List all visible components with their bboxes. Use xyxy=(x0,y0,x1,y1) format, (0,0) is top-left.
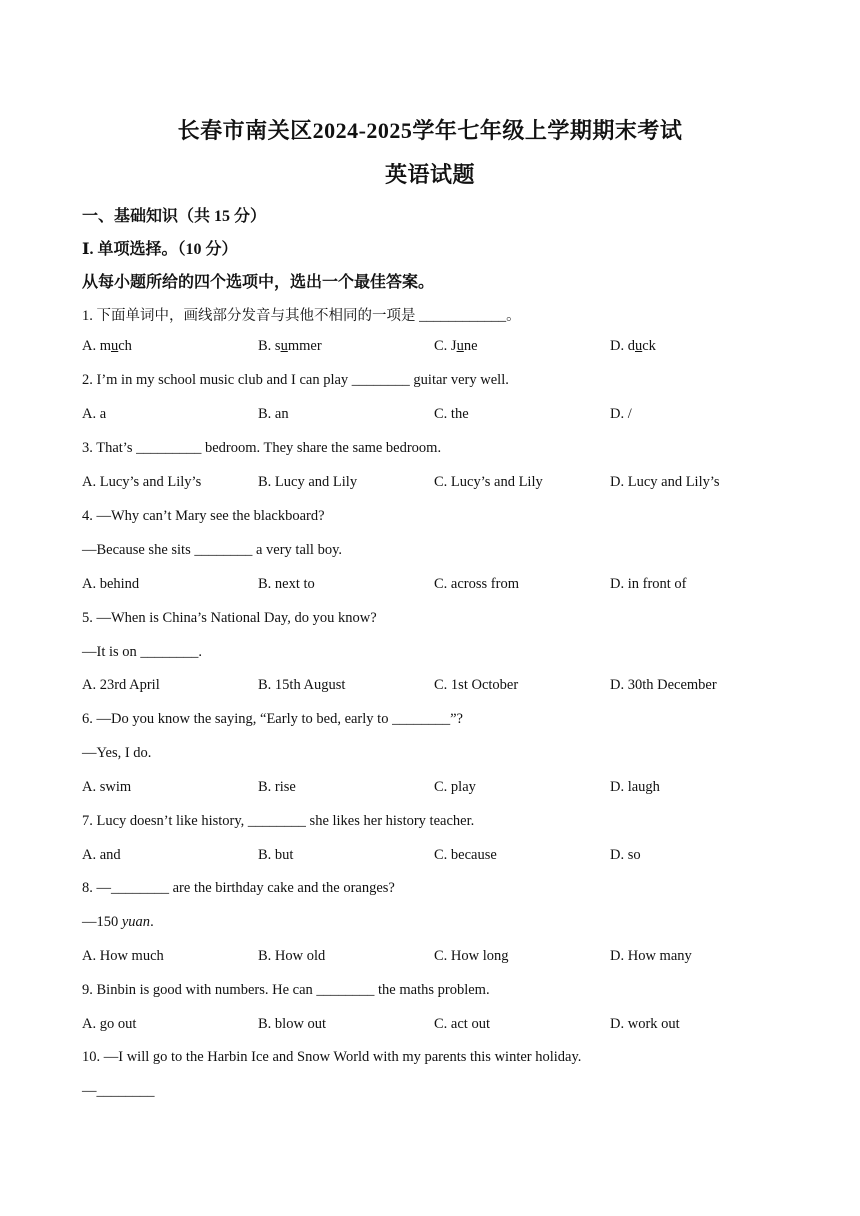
option-c: C. 1st October xyxy=(434,677,519,693)
option-c: C. play xyxy=(434,779,476,795)
option-a-prefix: A. m xyxy=(82,338,111,354)
question-10-stem: 10. —I will go to the Harbin Ice and Snow World with my parents this winter holiday. xyxy=(82,1049,582,1065)
option-b: B. rise xyxy=(258,779,296,795)
option-a-suffix: ch xyxy=(118,338,132,354)
option-b: B. 15th August xyxy=(258,677,346,693)
option-b: B. next to xyxy=(258,576,315,592)
option-c-prefix: C. J xyxy=(434,338,457,354)
option-c: C. across from xyxy=(434,576,519,592)
option-d: D. laugh xyxy=(610,779,660,795)
option-c: C. How long xyxy=(434,948,509,964)
question-8-options xyxy=(82,948,782,970)
question-7-options xyxy=(82,847,782,869)
question-2-options xyxy=(82,406,782,428)
question-5-stem: 5. —When is China’s National Day, do you know? xyxy=(82,610,377,626)
option-c-suffix: ne xyxy=(463,338,478,354)
question-5-line2: —It is on ________. xyxy=(82,644,203,660)
answer-suffix: . xyxy=(150,914,154,930)
part-heading: Ⅰ. 单项选择。（10 分） xyxy=(82,241,238,258)
option-a: A. behind xyxy=(82,576,140,592)
question-3-options xyxy=(82,474,782,496)
instruction: 从每小题所给的四个选项中，选出一个最佳答案。 xyxy=(82,274,435,291)
option-c-underlined: u xyxy=(456,338,464,354)
option-d: D. so xyxy=(610,847,641,863)
option-a: A. swim xyxy=(82,779,132,795)
option-c: C. the xyxy=(434,406,469,422)
question-3-stem: 3. That’s _________ bedroom. They share the same bedroom. xyxy=(82,440,442,456)
option-c: C. because xyxy=(434,847,497,863)
question-8-line2 xyxy=(82,914,154,931)
answer-prefix: —150 xyxy=(82,914,122,930)
option-a: A. Lucy’s and Lily’s xyxy=(82,474,202,490)
option-a: A. go out xyxy=(82,1016,137,1032)
option-d-underlined: u xyxy=(634,338,643,354)
option-d: D. / xyxy=(610,406,632,422)
question-9-options xyxy=(82,1016,782,1038)
option-c xyxy=(434,338,478,355)
option-b-prefix: B. s xyxy=(258,338,281,354)
question-6-stem: 6. —Do you know the saying, “Early to bed, early to ________”? xyxy=(82,711,463,727)
option-b-suffix: mmer xyxy=(287,338,322,354)
option-a-underlined: u xyxy=(111,338,119,354)
question-10-line2: —________ xyxy=(82,1083,155,1099)
exam-subtitle: 英语试题 xyxy=(384,162,475,187)
question-4-options xyxy=(82,576,782,598)
option-b: B. but xyxy=(258,847,294,863)
section-heading: 一、基础知识（共 15 分） xyxy=(82,208,267,225)
question-6-line2: —Yes, I do. xyxy=(82,745,152,761)
option-b: B. Lucy and Lily xyxy=(258,474,358,490)
question-9-stem: 9. Binbin is good with numbers. He can ________ the maths problem. xyxy=(82,982,490,998)
option-a: A. How much xyxy=(82,948,164,964)
option-d: D. work out xyxy=(610,1016,680,1032)
option-d: D. How many xyxy=(610,948,692,964)
question-4-stem: 4. —Why can’t Mary see the blackboard? xyxy=(82,508,325,524)
option-c: C. act out xyxy=(434,1016,490,1032)
option-d-prefix: D. d xyxy=(610,338,635,354)
question-5-options xyxy=(82,677,782,699)
option-d: D. Lucy and Lily’s xyxy=(610,474,720,490)
question-8-stem: 8. —________ are the birthday cake and the oranges? xyxy=(82,880,395,896)
option-c: C. Lucy’s and Lily xyxy=(434,474,543,490)
exam-title: 长春市南关区2024-2025学年七年级上学期期末考试 xyxy=(177,118,683,143)
currency-word: yuan xyxy=(121,914,151,930)
option-a: A. a xyxy=(82,406,107,422)
question-7-stem: 7. Lucy doesn’t like history, ________ she likes her history teacher. xyxy=(82,813,475,829)
option-a xyxy=(82,338,132,355)
option-d-suffix: ck xyxy=(642,338,656,354)
question-1-options xyxy=(82,338,782,360)
option-d: D. in front of xyxy=(610,576,687,592)
question-1-stem: 1. 下面单词中，画线部分发音与其他不相同的一项是 ____________。 xyxy=(82,308,521,324)
option-d: D. 30th December xyxy=(610,677,717,693)
option-b: B. an xyxy=(258,406,289,422)
option-b: B. How old xyxy=(258,948,326,964)
question-4-line2: —Because she sits ________ a very tall boy. xyxy=(82,542,343,558)
option-b xyxy=(258,338,322,355)
option-a: A. 23rd April xyxy=(82,677,160,693)
question-6-options xyxy=(82,779,782,801)
option-b-underlined: u xyxy=(280,338,288,354)
option-b: B. blow out xyxy=(258,1016,327,1032)
option-d xyxy=(610,338,656,355)
option-a: A. and xyxy=(82,847,121,863)
question-2-stem: 2. I’m in my school music club and I can play ________ guitar very well. xyxy=(82,372,509,388)
